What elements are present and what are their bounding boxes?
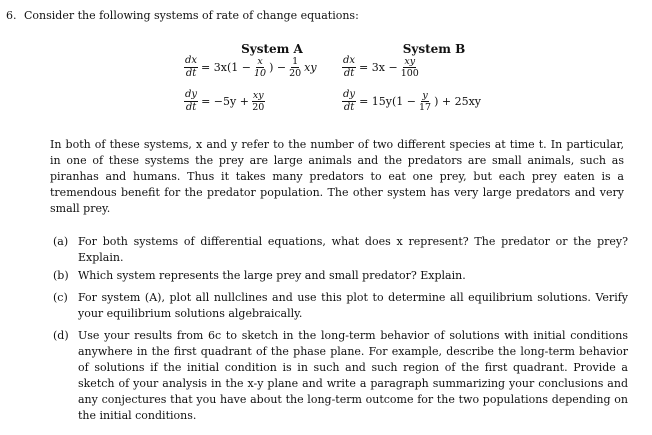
fraction-numerator: dy [343,89,356,100]
fraction-denominator: 10 [253,68,267,79]
fraction [419,91,431,113]
part-text: For system (A), plot all nullclines and use this plot to determine all equilibrium solutions. Verify your equilibrium solutions algebraically. [78,291,628,320]
fraction [289,57,301,79]
fraction-denominator: 100 [400,68,419,79]
fraction [401,57,419,79]
fraction [252,91,265,113]
derivative-fraction [184,56,198,79]
fraction [254,57,266,79]
fraction-denominator: dt [343,102,355,113]
part-label: (d) [53,329,69,342]
equation-term: ) − [269,61,287,74]
derivative-fraction [342,90,356,113]
fraction-numerator: dx [343,55,356,66]
system-b-equation-dy [340,90,482,113]
fraction-numerator: y [422,89,428,101]
equation-term: xy [304,61,317,74]
system-b-equation-dx [340,56,421,79]
derivative-fraction [184,90,198,113]
fraction-denominator: 20 [252,102,265,113]
context-paragraph: In both of these systems, x and y refer to the number of two different species at time t. In particular, in one of these systems the prey are large animals and the predators are small animals, such as piranhas and humans. Thus it takes many predators to eat one prey, but each prey eaten is a tremendous benefit for the predator population. The other system has very large predators and very small prey. [50,138,624,215]
fraction-denominator: 20 [289,68,302,79]
part-c [53,290,628,322]
system-a-equation-dx [182,56,318,79]
part-text: Which system represents the large prey and small predator? Explain. [78,269,466,282]
derivative-fraction [342,56,356,79]
fraction-numerator: x [257,55,263,67]
system-a-title: System A [241,42,303,56]
fraction-denominator: dt [185,68,197,79]
system-a-equation-dy [182,90,267,113]
fraction-numerator: xy [404,55,416,67]
part-label: (c) [53,291,68,304]
equation-term: = 3x − [359,61,398,74]
equation-term: = 3x(1 − [201,61,251,74]
question-prompt: Consider the following systems of rate of change equations: [24,9,359,22]
equation-term: = 15y(1 − [359,95,416,108]
part-text: Use your results from 6c to sketch in the long-term behavior of solutions with initial conditions anywhere in the first quadrant of the phase plane. For example, describe the long-term behavior of solutions if the initial condition is in such and such region of the first quadrant. Provide a sketch of your analysis in the x-y plane and write a paragraph summarizing your conclusions and any conjectures that you have about the long-term outcome for the two populations depending on the initial conditions. [78,329,628,422]
system-b-title: System B [402,42,466,56]
part-a [53,234,628,266]
equation-term: ) + 25xy [434,95,482,108]
question-number: 6. [6,9,17,22]
fraction-numerator: 1 [292,55,299,67]
fraction-denominator: 17 [419,102,432,113]
part-b [53,268,628,284]
part-text: For both systems of differential equations, what does x represent? The predator or the prey? Explain. [78,235,628,264]
fraction-denominator: dt [185,102,197,113]
fraction-numerator: dy [185,89,198,100]
fraction-numerator: xy [252,89,264,101]
part-d [53,328,628,424]
question-header [6,9,359,22]
part-label: (b) [53,269,69,282]
equation-term: = −5y + [201,95,249,108]
fraction-denominator: dt [343,68,355,79]
part-label: (a) [53,235,69,248]
fraction-numerator: dx [185,55,198,66]
